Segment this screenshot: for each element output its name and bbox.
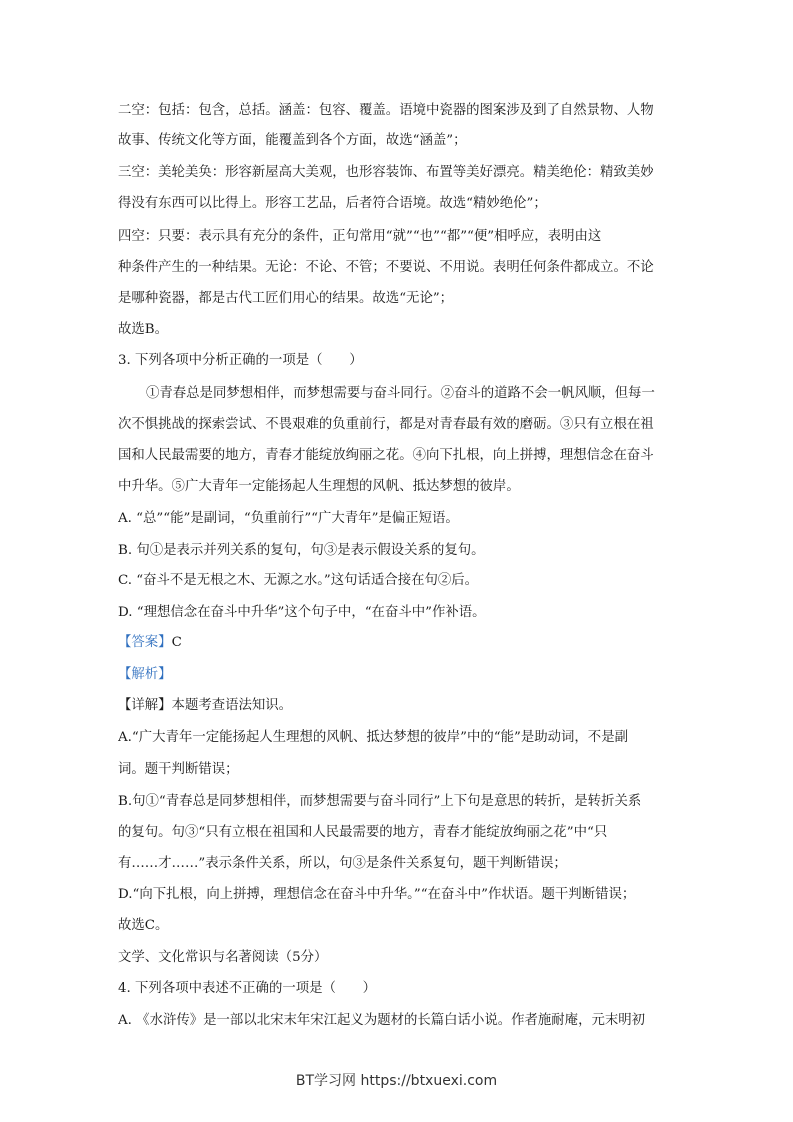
option-b: B. 句①是表示并列关系的复句，句③是表示假设关系的复句。 bbox=[118, 543, 485, 558]
text-line: 【详解】本题考查语法知识。 bbox=[118, 698, 293, 713]
text-line: D.“向下扎根，向上拼搏，理想信念在奋斗中升华。”“在奋斗中”作状语。题干判断错误； bbox=[118, 887, 636, 902]
option-a: A. “总”“能”是副词，“负重前行”“广大青年”是偏正短语。 bbox=[118, 511, 459, 526]
question-4-stem: 4. 下列各项中表述不正确的一项是（ ） bbox=[118, 981, 377, 996]
text-line: A.“广大青年一定能扬起人生理想的风帆、抵达梦想的彼岸”中的“能”是助动词，不是副 bbox=[118, 730, 628, 745]
answer-value: C bbox=[171, 635, 182, 650]
footer-watermark: BT学习网 https://btxuexi.com bbox=[295, 1073, 498, 1089]
text-line: 词。题干判断错误； bbox=[118, 762, 239, 777]
text-line: 得没有东西可以比得上。形容工艺品，后者符合语境。故选“精妙绝伦”； bbox=[118, 196, 547, 211]
text-line: 故选C。 bbox=[118, 918, 169, 933]
analysis-tag: 【解析】 bbox=[118, 667, 172, 682]
passage-line: 国和人民最需要的地方，青春才能绽放绚丽之花。④向下扎根，向上拼搏，理想信念在奋斗 bbox=[118, 448, 654, 463]
text-line: 有……才……”表示条件关系，所以，句③是条件关系复句，题干判断错误； bbox=[118, 856, 567, 871]
text-line: B.句①“青春总是同梦想相伴，而梦想需要与奋斗同行”上下句是意思的转折，是转折关系 bbox=[118, 794, 642, 809]
section-heading: 文学、文化常识与名著阅读（5分） bbox=[118, 950, 328, 965]
text-line: 种条件产生的一种结果。无论：不论、不管；不要说、不用说。表明任何条件都成立。不论 bbox=[118, 260, 654, 275]
question-3-stem: 3. 下列各项中分析正确的一项是（ ） bbox=[118, 353, 363, 368]
passage-line: 次不惧挑战的探索尝试、不畏艰难的负重前行，都是对青春最有效的磨砺。③只有立根在祖 bbox=[118, 417, 654, 432]
answer-line bbox=[118, 633, 678, 653]
passage-line: ①青春总是同梦想相伴，而梦想需要与奋斗同行。②奋斗的道路不会一帆风顺，但每一 bbox=[146, 386, 655, 401]
answer-tag: 【答案】 bbox=[118, 635, 172, 650]
option-d: D. “理想信念在奋斗中升华”这个句子中，“在奋斗中”作补语。 bbox=[118, 605, 486, 620]
text-line: 三空：美轮美奂：形容新屋高大美观，也形容装饰、布置等美好漂亮。精美绝伦：精致美妙 bbox=[118, 165, 654, 180]
option-c: C. “奋斗不是无根之木、无源之水。”这句话适合接在句②后。 bbox=[118, 573, 479, 588]
text-line: 的复句。句③“只有立根在祖国和人民最需要的地方，青春才能绽放绚丽之花”中“只 bbox=[118, 825, 608, 840]
text-line: 二空：包括：包含，总括。涵盖：包容、覆盖。语境中瓷器的图案涉及到了自然景物、人物 bbox=[118, 103, 654, 118]
text-line: 四空：只要：表示具有充分的条件，正句常用“就”“也”“都”“便”相呼应，表明由这 bbox=[118, 229, 602, 244]
text-line: 是哪种瓷器，都是古代工匠们用心的结果。故选“无论”； bbox=[118, 291, 454, 306]
option-a: A. 《水浒传》是一部以北宋末年宋江起义为题材的长篇白话小说。作者施耐庵，元末明初 bbox=[118, 1013, 646, 1028]
passage-line: 中升华。⑤广大青年一定能扬起人生理想的风帆、抵达梦想的彼岸。 bbox=[118, 479, 520, 494]
analysis-line bbox=[118, 665, 678, 685]
text-line: 故选B。 bbox=[118, 322, 169, 337]
text-line: 故事、传统文化等方面，能覆盖到各个方面，故选“涵盖”； bbox=[118, 133, 467, 148]
